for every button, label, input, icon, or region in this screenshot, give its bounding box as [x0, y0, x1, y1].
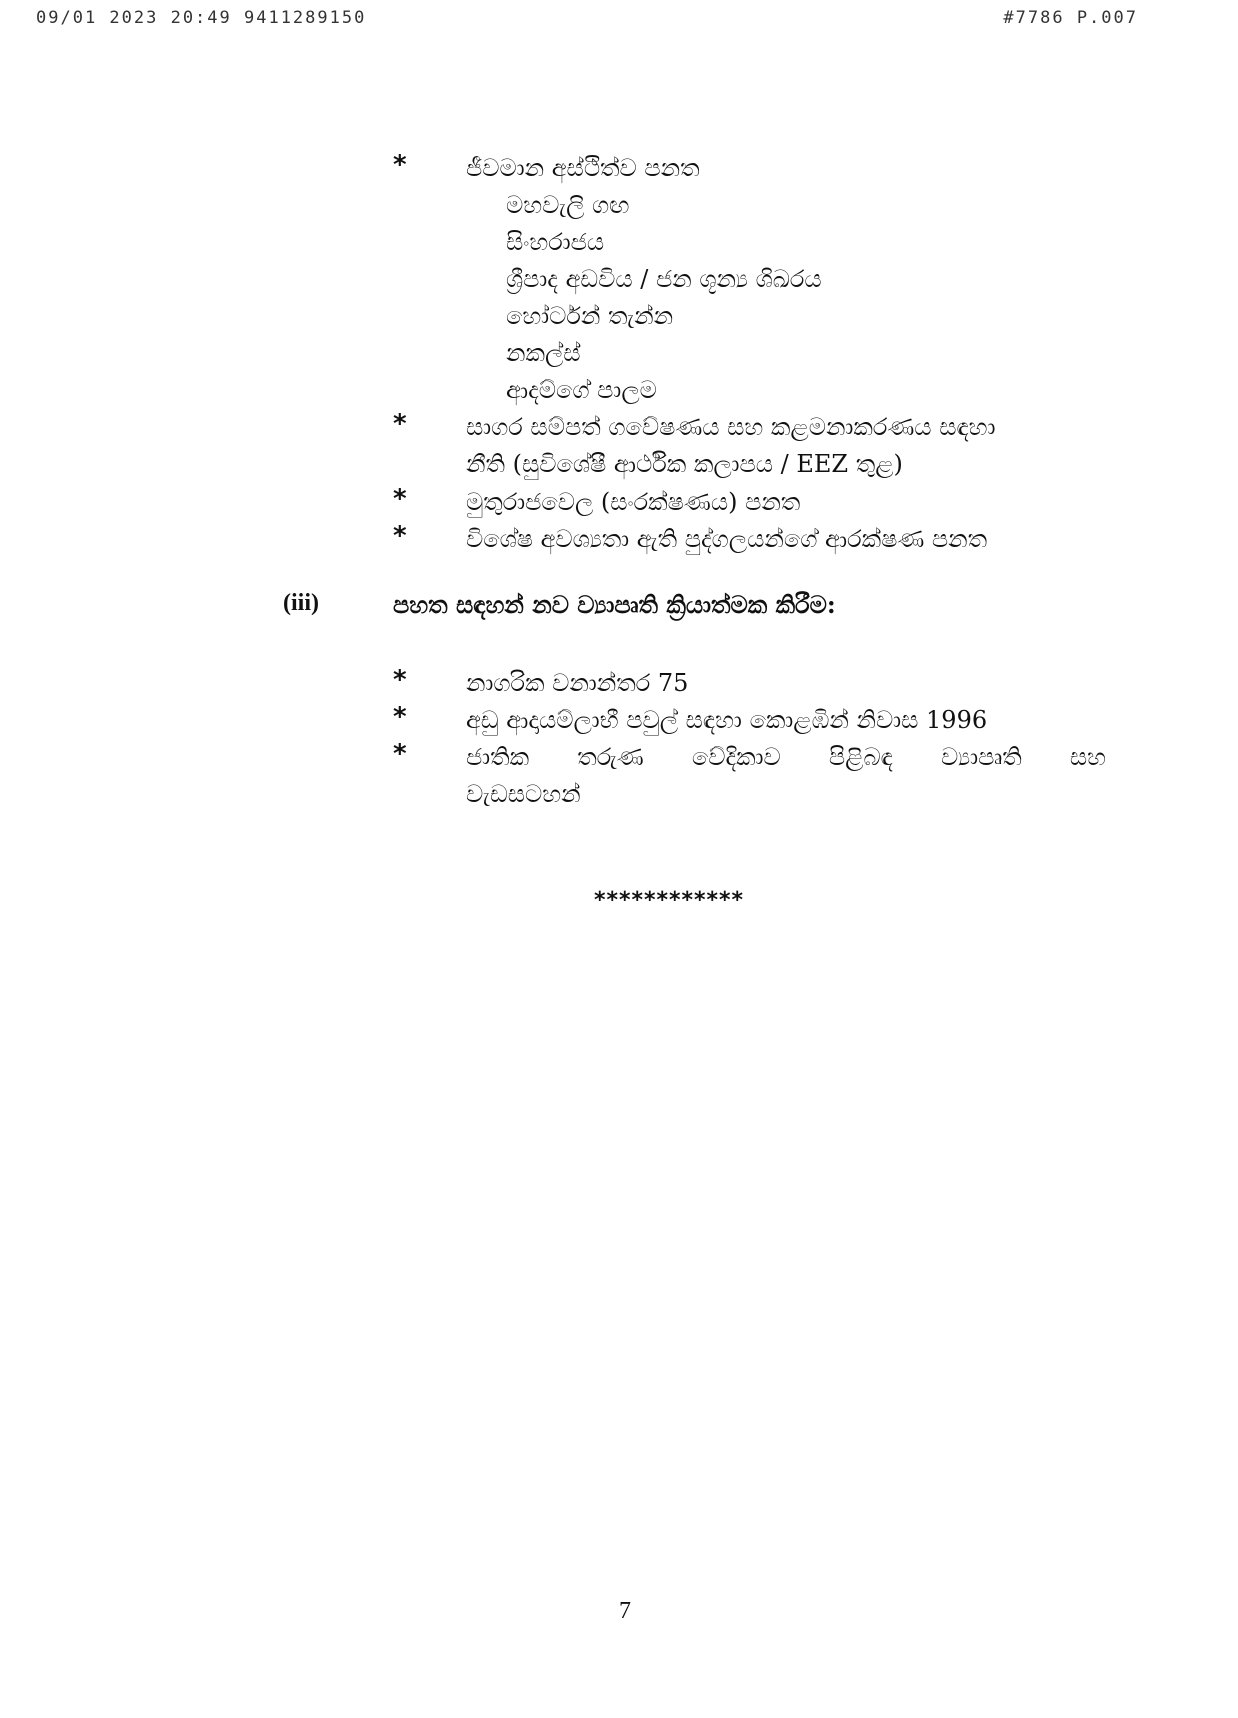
bullet: * — [393, 150, 407, 180]
fax-header-left: 09/01 2023 20:49 9411289150 — [36, 8, 367, 28]
sub-item: ශ්‍රීපාද අඩවිය / ජන ශූන්‍ය ශිඛරය — [506, 265, 822, 293]
sub-item: හෝර්ටන් තැන්න — [506, 302, 674, 330]
bullet: * — [393, 521, 407, 551]
section-heading: පහත සඳහන් නව ව්‍යාපෘති ක්‍රියාත්මක කිරීම: — [393, 590, 836, 619]
bullet: * — [393, 702, 407, 732]
bullet: * — [393, 739, 407, 769]
bullet: * — [393, 409, 407, 439]
list-item: විශේෂ අවශ්‍යතා ඇති පුද්ගලයන්ගේ ආරක්ෂණ පනත — [466, 525, 988, 553]
list-item: ජාතික තරුණ වේදිකාව පිළිබඳ ව්‍යාපෘති සහ — [466, 743, 1106, 771]
page-number: 7 — [619, 1598, 631, 1624]
fax-header-right: #7786 P.007 — [1003, 8, 1138, 28]
sub-item: ආදම්ගේ පාලම — [506, 376, 657, 404]
section-label: (iii) — [283, 590, 319, 616]
bullet: * — [393, 484, 407, 514]
list-item: මුතුරාජවෙල (සංරක්ෂණය) පනත — [466, 488, 801, 516]
list-item-continuation: වැඩසටහන් — [466, 780, 581, 808]
sub-item: සිංහරාජය — [506, 228, 605, 256]
list-item: ජීවමාන අස්ථිත්ව පනත — [466, 154, 700, 182]
list-item: නාගරික වනාන්තර 75 — [466, 669, 689, 697]
sub-item: මහවැලි ගඟ — [506, 191, 630, 219]
bullet: * — [393, 665, 407, 695]
sub-item: නකල්ස් — [506, 339, 581, 367]
list-item: අඩු ආදායම්ලාභී පවුල් සඳහා කොළඹින් නිවාස 1996 — [466, 706, 988, 734]
list-item: සාගර සම්පත් ගවේෂණය සහ කළමනාකරණය සඳහා — [466, 413, 996, 441]
section-separator: ************ — [594, 888, 745, 913]
list-item-continuation: නීති (සුවිශේෂී ආර්ථික කලාපය / EEZ තුළ) — [466, 450, 903, 478]
